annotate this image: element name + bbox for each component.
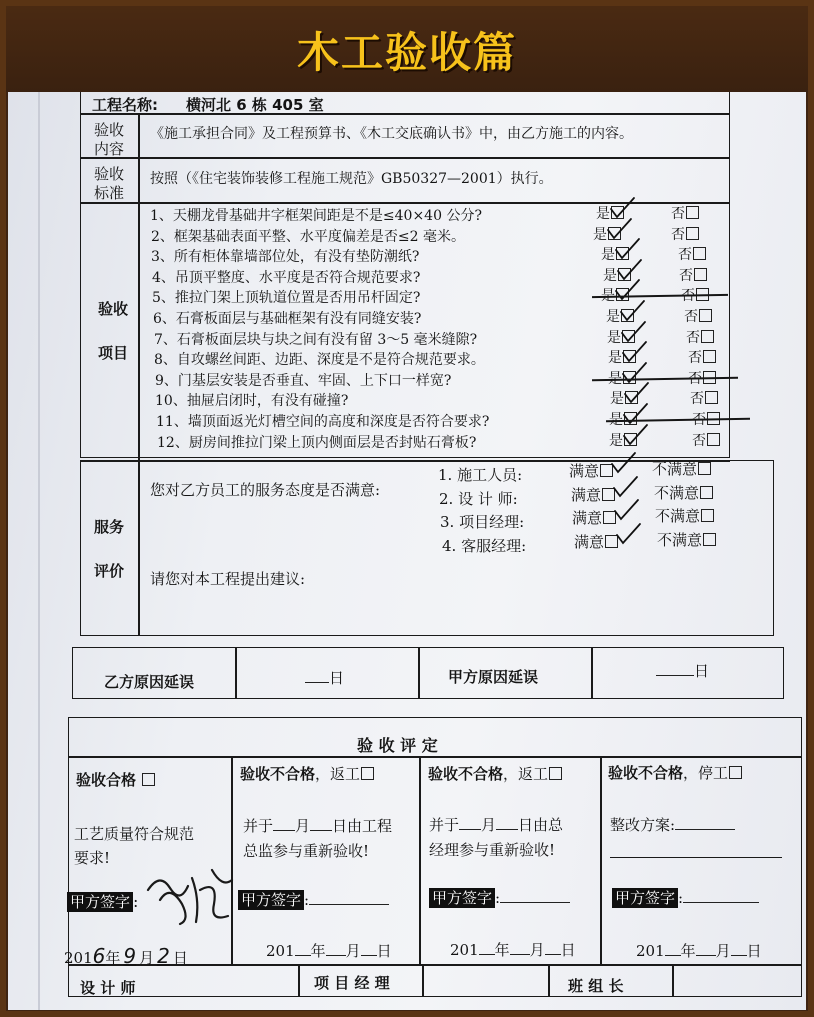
delay-divider — [418, 647, 420, 699]
stop-checkbox[interactable] — [729, 766, 742, 779]
plan-label: 整改方案: — [610, 816, 676, 834]
title-banner — [6, 6, 808, 92]
service-question: 您对乙方员工的服务态度是否满意: — [150, 481, 381, 499]
rework-label-3: ，返工 — [503, 765, 549, 783]
sign-label-1: 甲方签字 — [67, 892, 133, 912]
no-checkbox[interactable] — [693, 247, 706, 260]
rework-checkbox-2[interactable] — [361, 767, 374, 780]
day-char-4: 日 — [746, 942, 762, 960]
assessment-col — [419, 756, 421, 964]
table-divider — [80, 157, 730, 159]
fail-label-2: 验收不合格 — [240, 765, 316, 783]
unsatisfied-option[interactable] — [655, 505, 714, 526]
table-divider — [80, 202, 730, 204]
filled-month: 9 — [123, 944, 137, 968]
year-char-2: 年 — [310, 942, 326, 960]
unsatisfied-label: 不满意 — [655, 507, 701, 525]
stop-label: ，停工 — [683, 764, 729, 782]
year-char-4: 年 — [680, 942, 696, 960]
no-label: 否 — [684, 309, 698, 325]
unsatisfied-checkbox[interactable] — [698, 462, 711, 475]
assessment-col — [600, 756, 602, 964]
satisfied-checkbox[interactable] — [602, 488, 615, 501]
footer-col — [298, 964, 300, 997]
service-role: 2. 设 计 师: — [439, 489, 518, 508]
standard-label-1: 验收 — [94, 165, 125, 183]
item-yes-option[interactable] — [593, 224, 621, 244]
no-label: 否 — [692, 432, 706, 449]
item-yes-option[interactable] — [606, 306, 634, 326]
unsatisfied-label: 不满意 — [657, 530, 703, 549]
yes-label: 是 — [603, 267, 617, 284]
yes-label: 是 — [607, 329, 621, 346]
item-yes-option[interactable] — [607, 327, 635, 347]
month-char-4: 月 — [715, 942, 731, 960]
items-label-2: 项目 — [98, 344, 129, 362]
sign-label-3: 甲方签字 — [429, 888, 495, 908]
yes-label: 是 — [593, 226, 607, 243]
yes-label: 是 — [601, 247, 615, 264]
month-char-2: 月 — [345, 942, 361, 960]
service-label-2: 评价 — [94, 562, 125, 580]
item-no-option[interactable] — [678, 244, 706, 264]
rework-checkbox-3[interactable] — [549, 767, 562, 780]
unsatisfied-label: 不满意 — [654, 483, 700, 502]
item-no-option[interactable] — [690, 388, 718, 408]
sign-label-4: 甲方签字 — [612, 888, 678, 908]
satisfied-checkbox[interactable] — [605, 535, 618, 548]
no-checkbox[interactable] — [701, 330, 714, 343]
item-text: 12、厨房间推拉门梁上顶内侧面层是否封贴石膏板? — [157, 434, 477, 451]
item-no-option[interactable] — [686, 327, 714, 347]
unsatisfied-checkbox[interactable] — [703, 533, 716, 546]
item-no-option[interactable] — [679, 265, 707, 285]
assessment-title: 验 收 评 定 — [357, 736, 438, 755]
yes-checkbox[interactable] — [624, 433, 637, 446]
delay-party-a-day: 日 — [694, 662, 710, 680]
item-yes-option[interactable] — [609, 430, 637, 450]
unsatisfied-label: 不满意 — [652, 460, 698, 478]
no-label: 否 — [681, 288, 695, 305]
yes-checkbox[interactable] — [625, 391, 638, 404]
content-text: 《施工承担合同》及工程预算书、《木工交底确认书》中，由乙方施工的内容。 — [150, 126, 633, 142]
item-yes-option[interactable] — [603, 265, 631, 285]
date-prefix-2: 201 — [266, 942, 295, 960]
yes-checkbox[interactable] — [624, 412, 637, 425]
delay-divider — [235, 647, 237, 699]
no-checkbox[interactable] — [705, 391, 718, 404]
standard-text: 按照（《住宅装饰装修工程施工规范》GB50327—2001）执行。 — [150, 171, 553, 187]
item-text: 4、吊顶平整度、水平度是否符合规范要求? — [152, 269, 421, 286]
content-label-1: 验收 — [94, 121, 125, 139]
filled-day: 2 — [157, 944, 170, 968]
no-label: 否 — [678, 247, 692, 264]
yes-label: 是 — [608, 350, 622, 367]
day-char-1: 日 — [172, 949, 188, 967]
item-text: 6、石膏板面层与基础框架有没有同缝安装? — [153, 311, 422, 327]
rework3-text-c: 日由总 — [518, 816, 564, 834]
content-label-2: 内容 — [94, 140, 125, 158]
yes-label: 是 — [606, 309, 620, 325]
item-text: 2、框架基础表面平整、水平度偏差是否≤2 毫米。 — [151, 228, 465, 245]
rework2-text-b: 月 — [295, 817, 311, 835]
pass-text-2: 要求! — [74, 849, 111, 867]
no-checkbox[interactable] — [686, 206, 699, 219]
rework-label-2: ，返工 — [315, 765, 361, 783]
item-no-option[interactable] — [671, 224, 699, 244]
assessment-divider — [68, 756, 802, 758]
yes-checkbox[interactable] — [618, 268, 631, 281]
footer-col — [548, 964, 550, 997]
item-text: 3、所有柜体靠墙部位处，有没有垫防潮纸? — [151, 249, 420, 266]
satisfied-option[interactable] — [574, 531, 618, 552]
satisfied-checkbox[interactable] — [600, 464, 613, 477]
yes-checkbox[interactable] — [621, 309, 634, 322]
table-divider — [80, 113, 730, 115]
no-checkbox[interactable] — [686, 227, 699, 240]
no-label: 否 — [688, 350, 702, 367]
rework3-text-b: 月 — [481, 816, 497, 834]
item-no-option[interactable] — [671, 203, 699, 223]
satisfied-label: 满意 — [571, 485, 602, 504]
items-label-1: 验收 — [98, 300, 129, 318]
footer-pm: 项 目 经 理 — [314, 974, 390, 992]
item-no-option[interactable] — [692, 430, 720, 450]
item-text: 7、石膏板面层块与块之间有没有留 3～5 毫米缝隙? — [154, 331, 478, 348]
yes-checkbox[interactable] — [611, 206, 624, 219]
day-char-3: 日 — [560, 941, 576, 959]
unsatisfied-checkbox[interactable] — [701, 509, 714, 522]
rework2-text-2: 总监参与重新验收! — [243, 842, 370, 860]
inspection-form: 工程名称: 横河北 6 栋 405 室 验收 内容 《施工承担合同》及工程预算书、《木工交底确认书》中，由乙方施工的内容。 验收 标准 按照（《住宅装饰装修工程施工规范》GB50327—2001）执行。 验收 项目 服务 评价 您对乙方员工的服务态度是否满意: 请您对本工程提出建议: 乙方原因延误 日 甲方原因延误 日 验 收 评 定 验收合格 工艺质量符合规范 要求! 甲方签字 : 2016年 9 月 2 日 验收不合格，返工 并于 月 日由工程 总监参与重新验收! 甲方签字 : 201 年 月 日 验收不合格，返工 并于 月 日由总 经理参与重新验收! 甲方签字 : 201 年 月 日 验收不合格，停工 整改方案: 甲方签字 : 201 年 月 日 设 计 师 项 目 经 理 班 组 长 1、天棚龙骨基础井字框架间距是不是≤40×40 公分? 是 否 2、框架基础表面平整、水平度偏差是否≤2 毫米。 是 否 3、所有柜体靠墙部位处，有没有垫防潮纸? 是 否 4、吊顶平整度、水平度是否符合规范要求? 是 否 5、推拉门架上顶轨道位置是否用吊杆固定? 否 6、石膏板面层与基础框架有没有同缝安装? 是 否 7、石膏板面层块与块之间有没有留 3～5 毫米缝隙? 是 否 8、自攻螺丝间距、边距、深度是不是符合规范要求。 是 否 9、门基层安装是否垂直、牢固、上下口一样宽? 10、抽屉启闭时，有没有碰撞? 是 否 11、墙顶面返光灯槽空间的高度和深度是否符合要求? 12、厨房间推拉门梁上顶内侧面层是否封贴石膏板? 是 否 1. 施工人员: 满意 不满意 2. 设 计 师: 满意 不满意 3. 项目经理: 满意 不满意 4. 客服经理: 满意 不满意 — [8, 92, 806, 1010]
yes-label: 是 — [596, 206, 610, 222]
service-divider — [138, 460, 140, 636]
unsatisfied-checkbox[interactable] — [700, 486, 713, 499]
year-char-3: 年 — [494, 941, 510, 959]
fail-label-3: 验收不合格 — [428, 765, 504, 783]
plan-line — [610, 857, 782, 858]
rework2-text-a: 并于 — [243, 817, 274, 835]
delay-party-b-label: 乙方原因延误 — [104, 673, 195, 691]
unsatisfied-option[interactable] — [652, 458, 711, 479]
unsatisfied-option[interactable] — [657, 529, 716, 550]
yes-checkbox[interactable] — [608, 227, 621, 240]
item-text: 5、推拉门架上顶轨道位置是否用吊杆固定? — [152, 290, 421, 307]
rework3-text-a: 并于 — [429, 816, 460, 834]
no-checkbox[interactable] — [699, 309, 712, 322]
no-label: 否 — [686, 329, 700, 346]
delay-party-a-label: 甲方原因延误 — [448, 668, 539, 686]
no-checkbox[interactable] — [703, 350, 716, 363]
banner-title: 木工验收篇 — [296, 28, 517, 77]
service-role: 1. 施工人员: — [438, 466, 523, 484]
item-no-option[interactable] — [688, 347, 716, 367]
fail-label-4: 验收不合格 — [608, 764, 684, 782]
day-char-2: 日 — [376, 942, 392, 960]
yes-checkbox[interactable] — [616, 247, 629, 260]
pass-text-1: 工艺质量符合规范 — [74, 825, 195, 843]
page-edge — [38, 92, 40, 1010]
assessment-col — [231, 756, 233, 964]
unsatisfied-option[interactable] — [654, 482, 713, 503]
yes-checkbox[interactable] — [623, 371, 636, 384]
year-char-1: 年 — [105, 949, 121, 967]
yes-label: 是 — [610, 391, 624, 408]
pass-label: 验收合格 — [76, 771, 137, 789]
footer-team: 班 组 长 — [568, 977, 624, 995]
footer-col — [422, 964, 424, 997]
rework3-text-2: 经理参与重新验收! — [429, 841, 556, 859]
satisfied-label: 满意 — [572, 509, 603, 527]
footer-designer: 设 计 师 — [80, 979, 136, 997]
item-yes-option[interactable] — [610, 388, 638, 408]
month-char-3: 月 — [529, 941, 545, 959]
standard-label-2: 标准 — [94, 184, 125, 202]
label-column-divider — [138, 113, 140, 460]
date-prefix-3: 201 — [450, 941, 479, 959]
satisfied-label: 满意 — [574, 532, 605, 551]
item-text: 1、天棚龙骨基础井字框架间距是不是≤40×40 公分? — [150, 208, 482, 224]
date-prefix-4: 201 — [636, 942, 665, 960]
no-label: 否 — [671, 206, 685, 222]
project-label: 工程名称: — [92, 96, 158, 114]
item-no-option[interactable] — [684, 306, 712, 326]
suggestion-prompt: 请您对本工程提出建议: — [150, 570, 306, 588]
item-yes-option[interactable] — [601, 244, 629, 264]
satisfied-checkbox[interactable] — [603, 511, 616, 524]
item-text: 11、墙顶面返光灯槽空间的高度和深度是否符合要求? — [156, 414, 490, 430]
satisfied-option[interactable] — [572, 507, 616, 528]
no-checkbox[interactable] — [707, 433, 720, 446]
satisfied-option[interactable] — [569, 460, 613, 481]
delay-divider — [591, 647, 593, 699]
yes-checkbox[interactable] — [623, 350, 636, 363]
no-label: 否 — [679, 267, 693, 284]
no-label: 否 — [690, 391, 704, 408]
delay-party-b-day: 日 — [329, 669, 345, 687]
item-yes-option[interactable] — [608, 347, 636, 367]
no-label: 否 — [671, 226, 685, 243]
item-text: 8、自攻螺丝间距、边距、深度是不是符合规范要求。 — [154, 352, 485, 369]
yes-label: 是 — [609, 432, 623, 449]
month-char-1: 月 — [139, 949, 155, 967]
service-role: 4. 客服经理: — [442, 536, 527, 555]
item-text: 10、抽屉启闭时，有没有碰撞? — [155, 393, 349, 410]
satisfied-option[interactable] — [571, 484, 615, 505]
no-checkbox[interactable] — [694, 268, 707, 281]
pass-checkbox[interactable] — [142, 773, 155, 786]
rework2-text-c: 日由工程 — [332, 817, 393, 835]
item-text: 9、门基层安装是否垂直、牢固、上下口一样宽? — [155, 372, 452, 389]
date-prefix-1: 201 — [64, 949, 93, 967]
filled-year: 6 — [92, 944, 106, 968]
footer-col — [672, 964, 674, 997]
satisfied-label: 满意 — [569, 462, 600, 480]
item-yes-option[interactable] — [596, 203, 624, 223]
project-value: 横河北 6 栋 405 室 — [186, 96, 324, 114]
sign-label-2: 甲方签字 — [238, 890, 304, 910]
service-role: 3. 项目经理: — [440, 513, 525, 531]
service-label-1: 服务 — [94, 518, 125, 536]
yes-checkbox[interactable] — [622, 330, 635, 343]
